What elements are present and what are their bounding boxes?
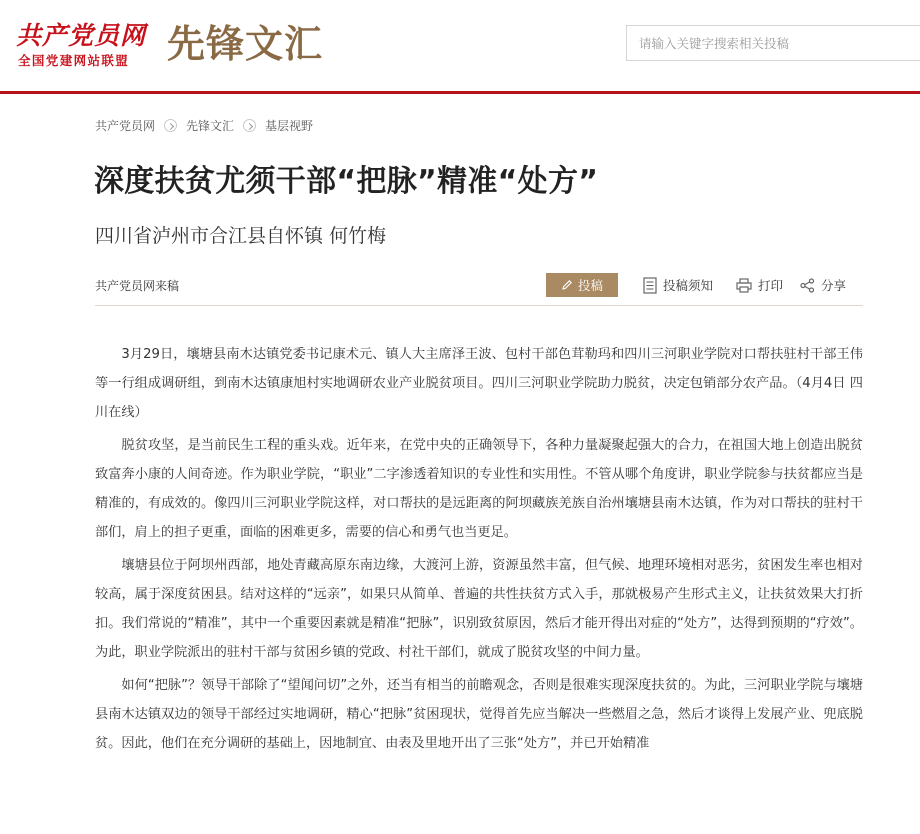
header-divider xyxy=(0,91,920,94)
logo-subtitle: 全国党建网站联盟 xyxy=(18,53,130,68)
share-label: 分享 xyxy=(821,278,847,293)
pencil-icon xyxy=(561,279,573,291)
breadcrumb xyxy=(95,117,313,134)
breadcrumb-item-category[interactable]: 基层视野 xyxy=(265,119,314,133)
search-input[interactable] xyxy=(627,26,920,60)
print-button[interactable] xyxy=(736,276,783,294)
article-paragraph: 3月29日，壤塘县南木达镇党委书记康术元、镇人大主席泽王波、包村干部色茸勒玛和四川三河职业学院对口帮扶驻村干部王伟等一行组成调研组，到南木达镇康旭村实地调研农业产业脱贫项目。四川三河职业学院助力脱贫，决定包销部分农产品。（4月4日 四川在线） xyxy=(95,347,863,420)
search-box xyxy=(626,25,920,61)
breadcrumb-item-section[interactable]: 先锋文汇 xyxy=(186,119,235,133)
article-author: 四川省泸州市合江县自怀镇 何竹梅 xyxy=(95,225,387,247)
article-paragraph: 如何“把脉”？领导干部除了“望闻问切”之外，还当有相当的前瞻观念，否则是很难实现深度扶贫的。为此，三河职业学院与壤塘县南木达镇双边的领导干部经过实地调研，精心“把脉”贫困现状，觉得首先应当解决一些燃眉之急，然后才谈得上发展产业、兜底脱贫。因此，他们在充分调研的基础上，因地制宜、由表及里地开出了三张“处方”，并已开始精准 xyxy=(95,678,863,751)
submit-article-button[interactable] xyxy=(546,273,618,297)
chevron-right-icon xyxy=(243,119,256,132)
printer-icon xyxy=(736,278,752,293)
submit-label: 投稿 xyxy=(577,278,603,293)
article-meta-bar xyxy=(95,272,863,306)
article-source: 共产党员网来稿 xyxy=(95,279,180,293)
breadcrumb-item-home[interactable]: 共产党员网 xyxy=(95,119,156,133)
site-header xyxy=(0,0,920,92)
article-body xyxy=(95,340,863,762)
submission-guide-link[interactable] xyxy=(643,276,713,294)
article-paragraph: 壤塘县位于阿坝州西部，地处青藏高原东南边缘，大渡河上游，资源虽然丰富，但气候、地理环境相对恶劣，贫困发生率也相对较高，属于深度贫困县。结对这样的“远亲”，如果只从简单、普遍的共性扶贫方式入手，那就极易产生形式主义，让扶贫效果大打折扣。我们常说的“精准”，其中一个重要因素就是精准“把脉”，识别致贫原因，然后才能开得出对症的“处方”，达得到预期的“疗效”。为此，职业学院派出的驻村干部与贫困乡镇的党政、村社干部们，就成了脱贫攻坚的中间力量。 xyxy=(95,558,863,660)
site-logo[interactable]: 共产党员网 xyxy=(16,21,147,50)
section-title[interactable]: 先锋文汇 xyxy=(167,22,324,66)
share-icon xyxy=(800,278,815,293)
share-button[interactable] xyxy=(800,276,846,294)
article-paragraph: 脱贫攻坚，是当前民生工程的重头戏。近年来，在党中央的正确领导下，各种力量凝聚起强大的合力，在祖国大地上创造出脱贫致富奔小康的人间奇迹。作为职业学院，“职业”二字渗透着知识的专业性和实用性。不管从哪个角度讲，职业学院参与扶贫都应当是精准的，有成效的。像四川三河职业学院这样，对口帮扶的是远距离的阿坝藏族羌族自治州壤塘县南木达镇，作为对口帮扶的驻村干部们，肩上的担子更重，面临的困难更多，需要的信心和勇气也当更足。 xyxy=(95,438,863,540)
chevron-right-icon xyxy=(164,119,177,132)
article-title: 深度扶贫尤须干部“把脉”精准“处方” xyxy=(94,164,599,199)
print-label: 打印 xyxy=(758,278,784,293)
document-icon xyxy=(643,277,657,294)
guide-label: 投稿须知 xyxy=(663,278,714,293)
